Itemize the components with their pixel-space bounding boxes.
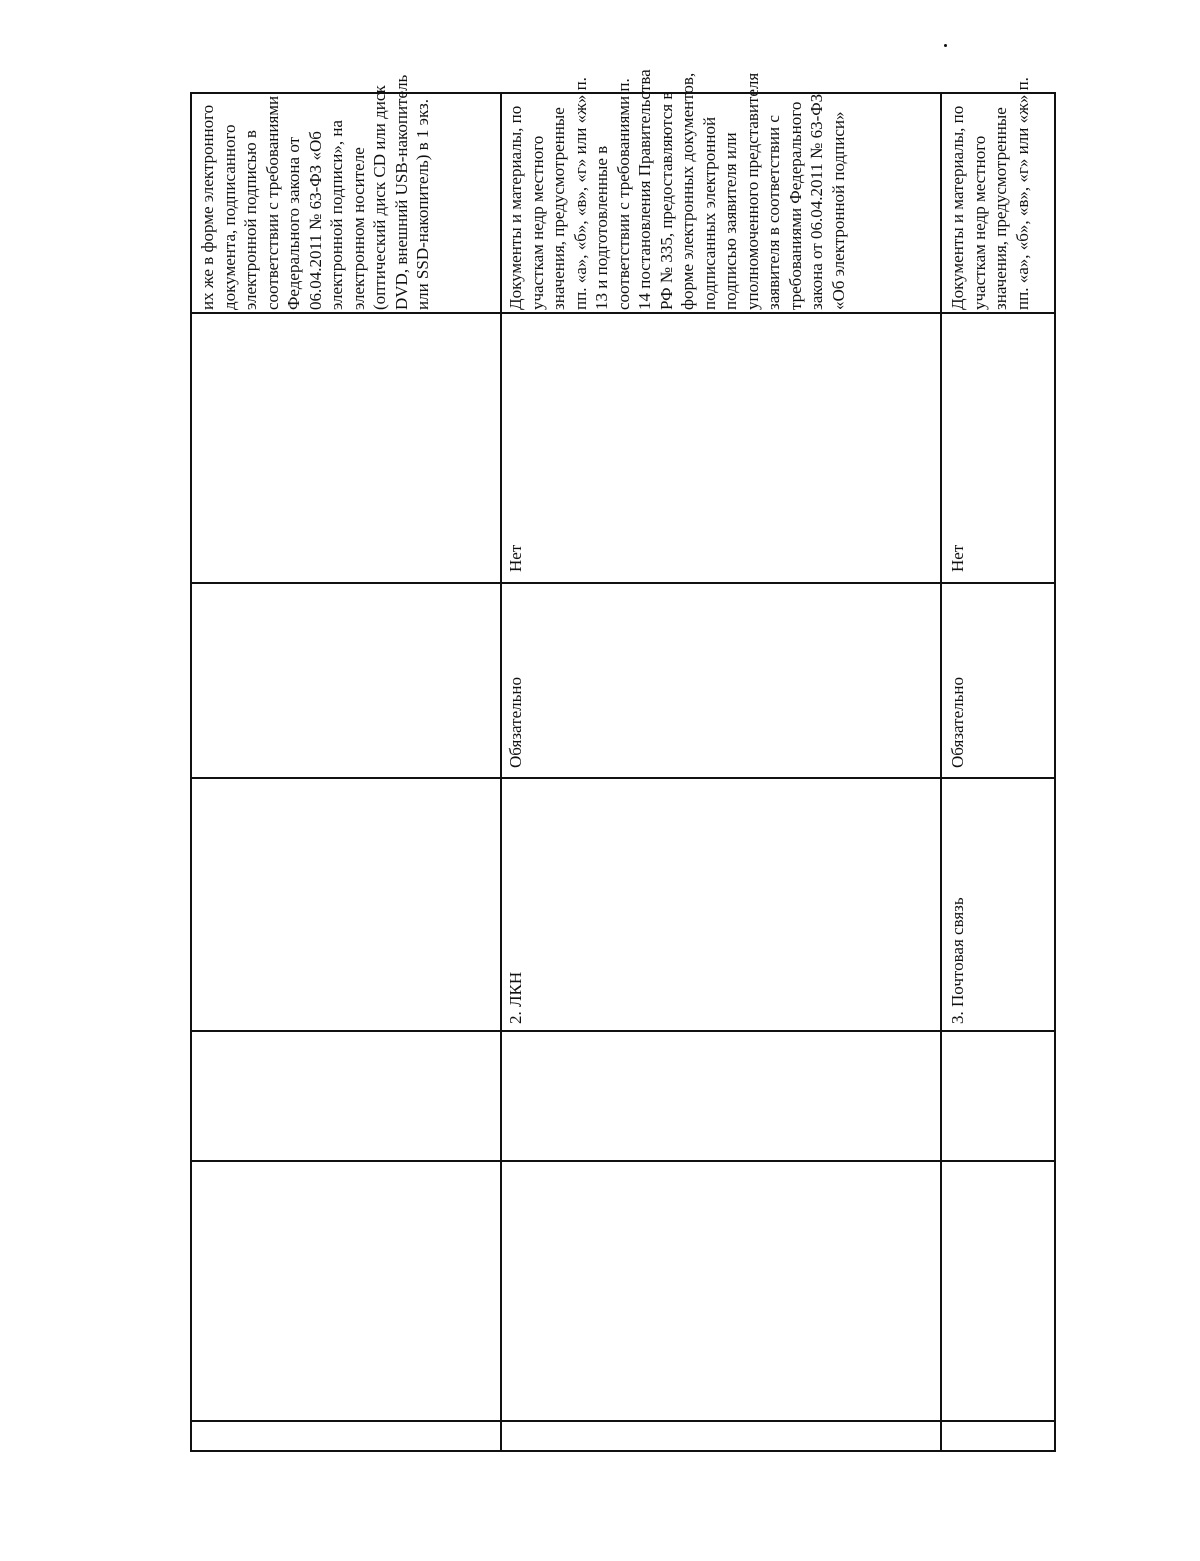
row1-description xyxy=(197,75,434,310)
column-divider xyxy=(190,312,1056,314)
text-line: закона от 06.04.2011 № 63-ФЗ xyxy=(807,93,826,310)
text-line: электронной подписью в xyxy=(241,130,260,310)
row2-fee xyxy=(505,545,527,572)
column-divider xyxy=(190,582,1056,584)
text-line: подписью заявителя или xyxy=(721,132,740,310)
text-line: значения, предусмотренные xyxy=(991,107,1010,310)
text-line: уполномоченного представителя xyxy=(742,72,762,310)
text-line: Федерального закона от xyxy=(284,136,303,310)
column-divider xyxy=(190,1160,1056,1162)
required-value: Обязательно xyxy=(506,677,525,768)
column-divider xyxy=(190,777,1056,779)
text-line: электронной подписи», на xyxy=(327,120,346,310)
fee-value: Нет xyxy=(506,544,525,572)
row2-description xyxy=(505,69,849,310)
text-line: требованиями Федерального xyxy=(785,101,805,310)
text-line: соответствии с требованиями xyxy=(262,95,282,310)
method-label: 3. Почтовая связь xyxy=(948,897,967,1024)
row3-description xyxy=(947,77,1033,310)
text-line: 14 постановления Правительства xyxy=(635,69,654,310)
text-line: участкам недр местного xyxy=(527,135,547,310)
row3-method xyxy=(947,897,969,1024)
fee-value: Нет xyxy=(948,544,967,572)
row3-fee xyxy=(947,545,969,572)
text-line: пп. «а», «б», «в», «г» или «ж» п. xyxy=(1012,77,1032,310)
row-divider xyxy=(500,92,502,1452)
column-divider xyxy=(190,1420,1056,1422)
text-line: соответствии с требованиями п. xyxy=(613,78,633,310)
text-line: форме электронных документов, xyxy=(678,72,697,310)
row2-required xyxy=(505,677,527,768)
text-line: значения, предусмотренные xyxy=(549,107,568,310)
method-label: 2. ЛКН xyxy=(506,971,525,1024)
text-line: документа, подписанного xyxy=(219,124,239,310)
text-line: подписанных электронной xyxy=(699,116,719,310)
text-line: пп. «а», «б», «в», «г» или «ж» п. xyxy=(570,77,590,310)
text-line: их же в форме электронного xyxy=(198,104,217,310)
text-line: «Об электронной подписи» xyxy=(828,111,848,310)
text-line: Документы и материалы, по xyxy=(506,105,525,310)
required-value: Обязательно xyxy=(948,677,967,768)
row3-required xyxy=(947,677,969,768)
row2-method xyxy=(505,972,527,1024)
text-line: участкам недр местного xyxy=(969,135,989,310)
column-divider xyxy=(190,1030,1056,1032)
text-line: (оптический диск CD или диск xyxy=(370,85,389,310)
text-line: Документы и материалы, по xyxy=(948,105,967,310)
text-line: электронном носителе xyxy=(348,147,368,310)
text-line: 06.04.2011 № 63-ФЗ «Об xyxy=(305,131,325,310)
text-line: или SSD-накопитель) в 1 экз. xyxy=(413,99,432,310)
text-line: DVD, внешний USB-накопитель xyxy=(391,74,411,310)
text-line: заявителя в соответствии с xyxy=(764,115,783,310)
text-line: 13 и подготовленные в xyxy=(592,145,611,310)
scan-speck xyxy=(944,44,947,47)
text-line: РФ № 335, предоставляются в xyxy=(656,91,676,310)
row-divider xyxy=(940,92,942,1452)
